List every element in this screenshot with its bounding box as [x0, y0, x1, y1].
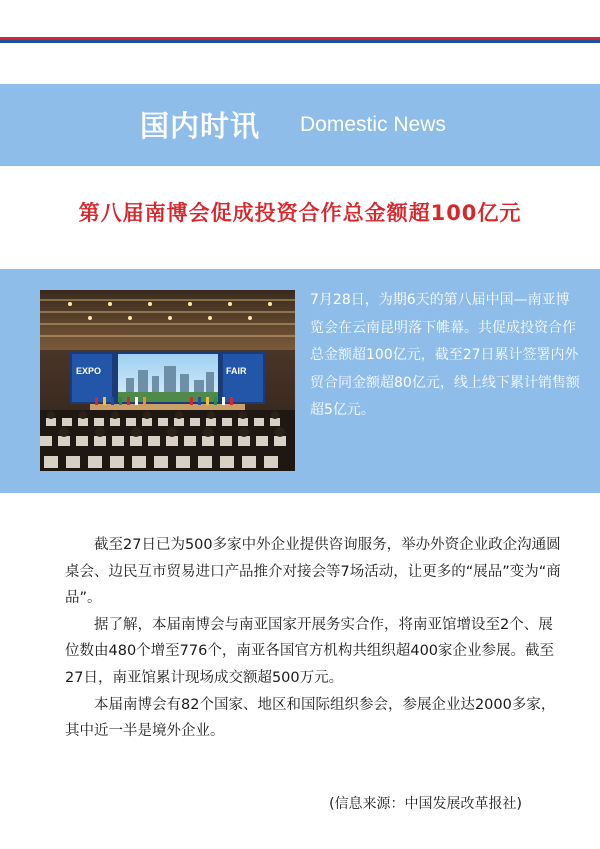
- top-divider: [0, 37, 600, 43]
- section-banner: [0, 84, 600, 166]
- article-paragraph: 据了解，本届南博会与南亚国家开展务实合作，将南亚馆增设至2个、展位数由480个增至776个，南亚各国官方机构共组织超400家企业参展。截至27日，南亚馆累计现场成交额超500万元。: [65, 616, 555, 686]
- article-source: (信息来源：中国发展改革报社): [329, 796, 522, 812]
- top-divider-blue: [0, 40, 600, 43]
- article-body: [65, 532, 565, 745]
- screen-left-text: EXPO: [76, 366, 102, 376]
- section-title-en: Domestic News: [300, 113, 446, 136]
- lead-box: [0, 269, 600, 493]
- article-paragraph: 本届南博会有82个国家、地区和国际组织参会，参展企业达2000多家，其中近一半是境外企业。: [65, 696, 556, 740]
- article-headline: 第八届南博会促成投资合作总金额超100亿元: [78, 201, 522, 225]
- article-paragraph: 截至27日已为500多家中外企业提供咨询服务，举办外资企业政企沟通圆桌会、边民互市贸易进口产品推介对接会等7场活动，让更多的“展品”变为“商品”。: [65, 537, 561, 607]
- section-title-cn: 国内时讯: [140, 109, 261, 143]
- screen-right-text: FAIR: [226, 366, 247, 376]
- expo-photo: [40, 290, 295, 471]
- article-lead: 7月28日，为期6天的第八届中国—南亚博览会在云南昆明落下帷幕。共促成投资合作总金额超100亿元，截至27日累计签署内外贸合同金额超80亿元，线上线下累计销售额超5亿元。: [310, 292, 580, 418]
